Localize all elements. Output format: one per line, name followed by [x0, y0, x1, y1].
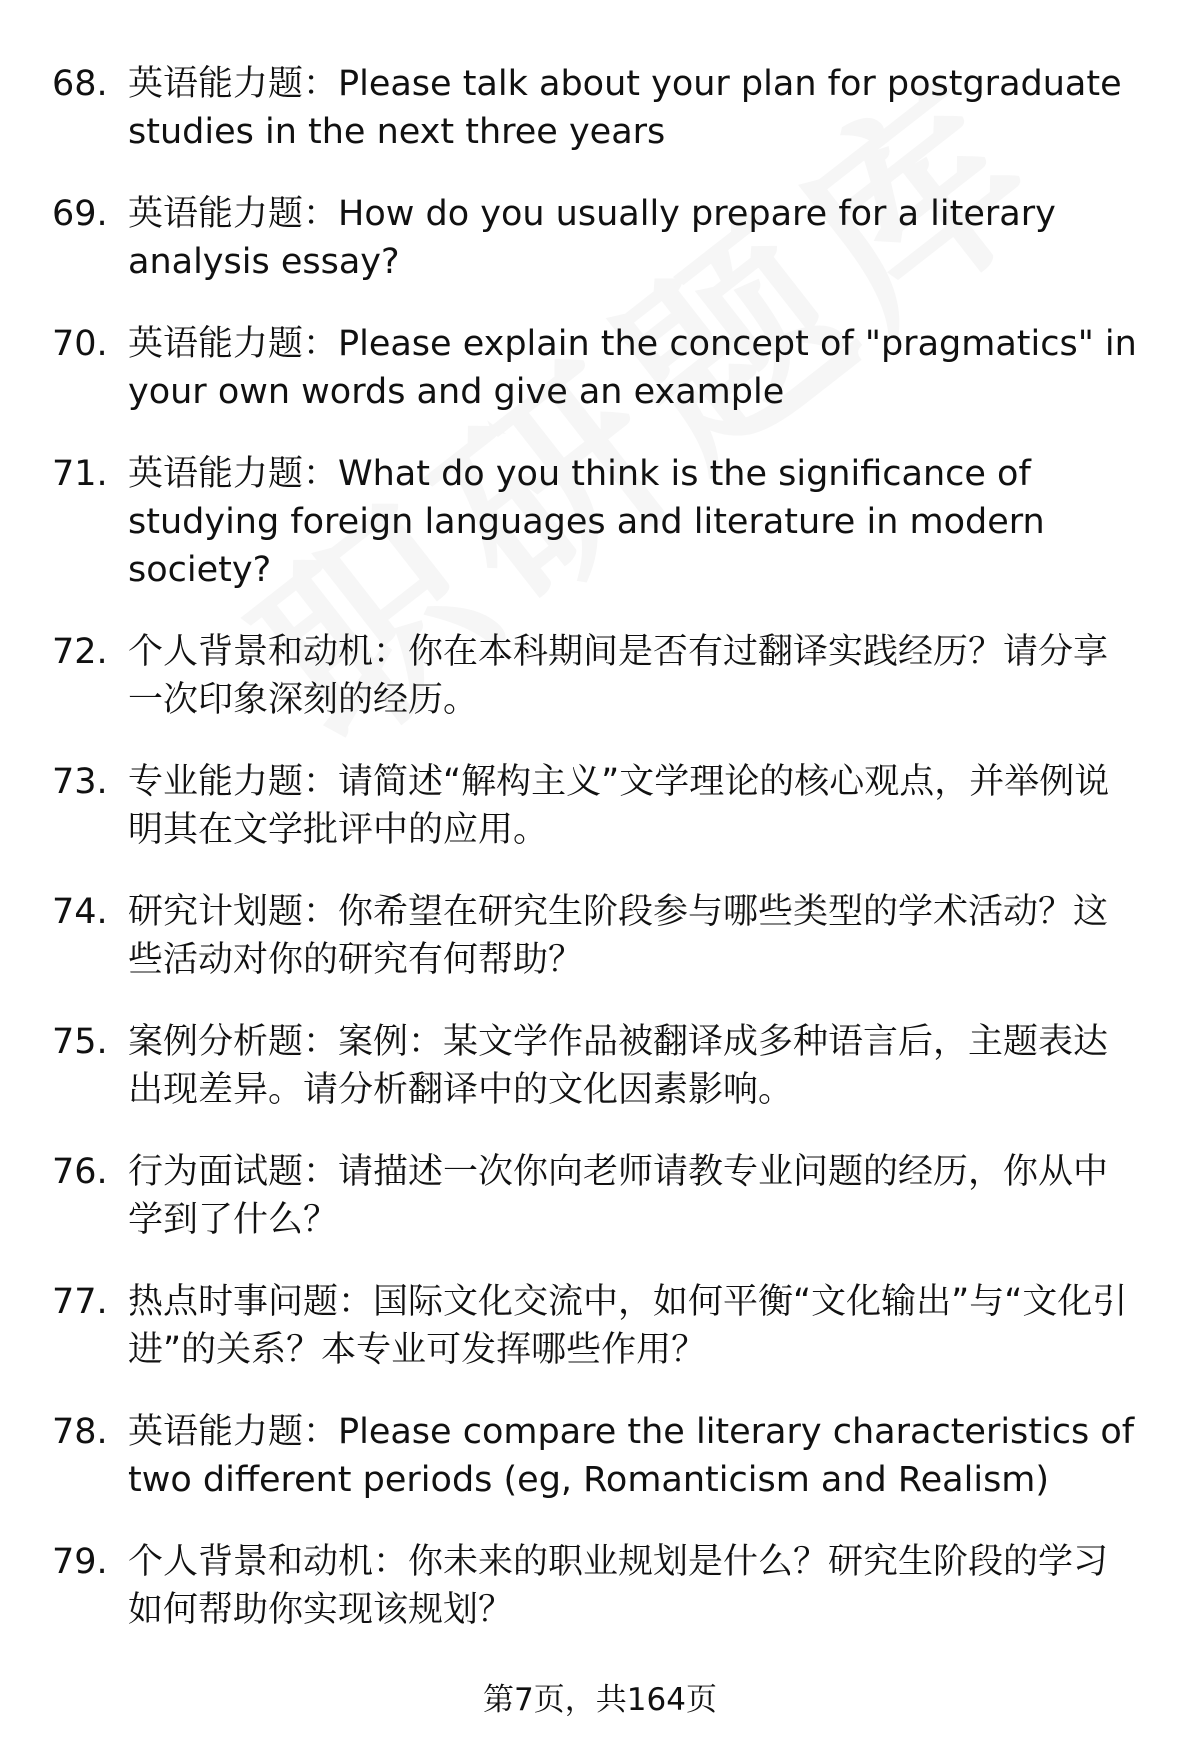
question-item — [52, 628, 1142, 724]
question-text: 专业能力题：请简述“解构主义”文学理论的核心观点，并举例说明其在文学批评中的应用。 — [128, 762, 1110, 850]
question-item — [52, 1408, 1142, 1504]
question-text: 英语能力题：Please talk about your plan for postgraduate studies in the next three years — [128, 64, 1122, 152]
question-text: 个人背景和动机：你未来的职业规划是什么？研究生阶段的学习如何帮助你实现该规划？ — [128, 1542, 1109, 1630]
question-text: 个人背景和动机：你在本科期间是否有过翻译实践经历？请分享一次印象深刻的经历。 — [128, 632, 1109, 720]
page-number-footer: 第7页，共164页 — [483, 1682, 717, 1718]
question-item — [52, 1278, 1142, 1374]
question-number: 72. — [52, 632, 108, 672]
question-number: 73. — [52, 762, 108, 802]
question-item — [52, 758, 1142, 854]
question-number: 78. — [52, 1412, 108, 1452]
question-item — [52, 450, 1142, 594]
question-number: 77. — [52, 1282, 108, 1322]
question-number: 79. — [52, 1542, 108, 1582]
question-list — [52, 60, 1142, 1668]
question-text: 研究计划题：你希望在研究生阶段参与哪些类型的学术活动？这些活动对你的研究有何帮助？ — [128, 892, 1109, 980]
question-number: 69. — [52, 194, 108, 234]
question-text: 英语能力题：What do you think is the significance of studying foreign languages and literature in modern society? — [128, 454, 1045, 590]
question-text: 英语能力题：Please explain the concept of "pragmatics" in your own words and give an example — [128, 324, 1137, 412]
question-text: 英语能力题：How do you usually prepare for a literary analysis essay? — [128, 194, 1056, 282]
question-number: 75. — [52, 1022, 108, 1062]
question-text: 热点时事问题：国际文化交流中，如何平衡“文化输出”与“文化引进”的关系？本专业可发挥哪些作用？ — [128, 1282, 1128, 1370]
question-text: 英语能力题：Please compare the literary characteristics of two different periods (eg, Romanticism and Realism) — [128, 1412, 1135, 1500]
question-item — [52, 190, 1142, 286]
question-number: 74. — [52, 892, 108, 932]
question-text: 案例分析题：案例：某文学作品被翻译成多种语言后，主题表达出现差异。请分析翻译中的文化因素影响。 — [128, 1022, 1109, 1110]
question-item — [52, 1018, 1142, 1114]
question-text: 行为面试题：请描述一次你向老师请教专业问题的经历，你从中学到了什么？ — [128, 1152, 1109, 1240]
question-item — [52, 888, 1142, 984]
question-item — [52, 1538, 1142, 1634]
question-number: 68. — [52, 64, 108, 104]
question-number: 76. — [52, 1152, 108, 1192]
question-number: 70. — [52, 324, 108, 364]
question-item — [52, 60, 1142, 156]
question-item — [52, 320, 1142, 416]
question-number: 71. — [52, 454, 108, 494]
question-item — [52, 1148, 1142, 1244]
